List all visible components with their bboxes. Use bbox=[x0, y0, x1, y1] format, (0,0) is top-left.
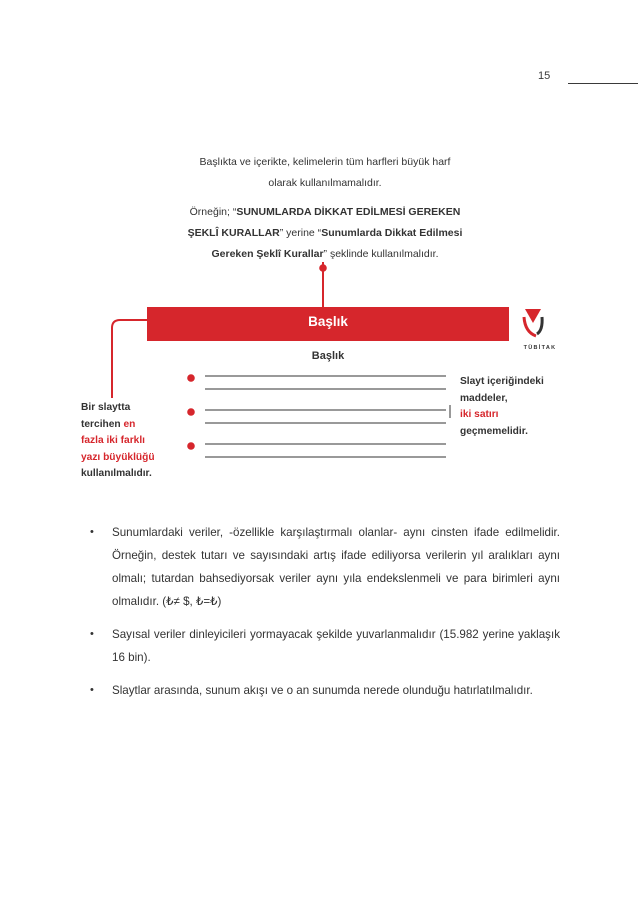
list-item bbox=[90, 679, 560, 702]
example-text: ” yerine “ bbox=[279, 227, 322, 239]
left-note-line bbox=[81, 417, 191, 434]
connector-line-left bbox=[112, 320, 147, 398]
example-bold-text: Sunumlarda Dikkat Edilmesi bbox=[321, 227, 463, 239]
list-item bbox=[90, 623, 560, 669]
example-bold-text: Gereken Şeklî Kurallar bbox=[211, 248, 324, 260]
example-text: ” şeklinde kullanılmalıdır. bbox=[323, 248, 439, 260]
bullet-text: Sayısal veriler dinleyicileri yormayacak şekilde yuvarlanmalıdır (15.982 yerine yaklaşık 16 bin). bbox=[112, 628, 560, 664]
example-bold-text: SUNUMLARDA DİKKAT EDİLMESİ GEREKEN bbox=[236, 206, 461, 218]
right-note bbox=[460, 374, 580, 440]
left-note-highlight: en bbox=[123, 418, 136, 430]
slide-bullet-dot bbox=[187, 374, 195, 382]
bullet-dot-icon: • bbox=[90, 526, 94, 538]
left-note-highlight-line: fazla iki farklı bbox=[81, 435, 145, 446]
bullet-text: Slaytlar arasında, sunum akışı ve o an sunumda nerede olunduğu hatırlatılmalıdır. bbox=[112, 684, 533, 697]
right-note-highlight-line: iki satırı bbox=[460, 409, 499, 420]
page-number: 15 bbox=[538, 70, 551, 82]
slide-subtitle: Başlık bbox=[311, 350, 345, 362]
placeholder-lines bbox=[205, 376, 446, 457]
left-note-line: kullanılmalıdır. bbox=[81, 468, 152, 479]
left-note-highlight-line: yazı büyüklüğü bbox=[81, 451, 155, 463]
right-note-line: maddeler, bbox=[460, 392, 508, 404]
bullet-list bbox=[90, 521, 560, 712]
logo-label: TÜBİTAK bbox=[523, 345, 557, 351]
list-item bbox=[90, 521, 560, 613]
slide-title: Başlık bbox=[308, 314, 348, 329]
bullet-text: Sunumlardaki veriler, -özellikle karşılaştırmalı olanlar- aynı cinsten ifade edilmelidir. Örneğin, destek tutarı ve sayısındaki artış ifade ediliyorsa verilerin yıl aralıkları aynı olmalı; tutardan bahsediyorsak veriler aynı yıla endekslenmeli ve para birimleri aynı olmalıdır. (₺≠ $, ₺=₺) bbox=[112, 526, 560, 608]
tubitak-logo-icon bbox=[524, 309, 542, 336]
rule-text-line-1: Başlıkta ve içerikte, kelimelerin tüm harfleri büyük harf bbox=[199, 156, 451, 168]
bullet-dot-icon: • bbox=[90, 628, 94, 640]
left-note-line: Bir slaytta bbox=[81, 402, 131, 413]
rule-text-line-2: olarak kullanılmamalıdır. bbox=[268, 177, 382, 189]
right-note-line: geçmemelidir. bbox=[460, 425, 528, 437]
bullet-dot-icon: • bbox=[90, 684, 94, 696]
left-note-text: tercihen bbox=[81, 418, 124, 430]
example-bold-text: ŞEKLÎ KURALLAR bbox=[187, 227, 280, 239]
right-note-line: Slayt içeriğindeki bbox=[460, 376, 544, 387]
left-note bbox=[81, 400, 191, 483]
example-text: Örneğin; “ bbox=[189, 206, 237, 218]
connector-dot-top bbox=[319, 264, 327, 272]
